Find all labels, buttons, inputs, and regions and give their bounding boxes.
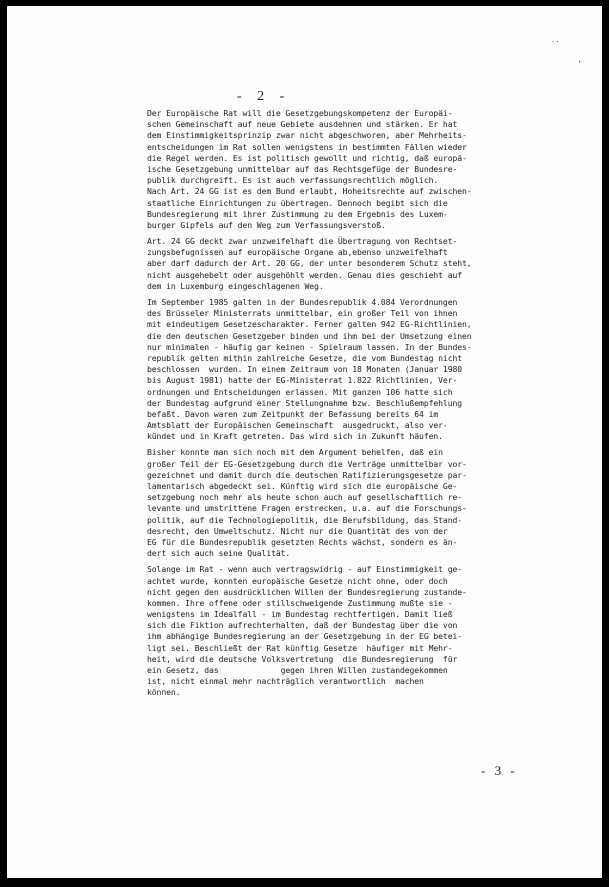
- text-line: großer Teil der EG-Gesetzgebung durch die Verträge unmittelbar vor-: [147, 458, 467, 469]
- text-line: setzgebung noch mehr als heute schon auch auf gesellschaftlich re-: [147, 492, 463, 503]
- text-line: ordnungen und Entscheidungen erlassen. Mit ganzen 106 hatte sich: [147, 386, 453, 397]
- text-line: ist, nicht einmal mehr nachträglich verantwortlich machen: [147, 676, 424, 687]
- corner-mark: ': [577, 60, 583, 70]
- paragraph: [147, 236, 527, 292]
- text-line: EG für die Bundesrepublik gesetzten Rechts wächst, sondern es än-: [147, 536, 458, 547]
- text-line: befaßt. Davon waren zum Zeitpunkt der Befassung bereits 64 im: [147, 408, 439, 419]
- text-line: dem Einstimmigkeitsprinzip zwar nicht abgeschworen, aber Mehrheits-: [147, 130, 467, 141]
- text-line: beschlossen wurden. In einem Zeitraum von 18 Monaten (Januar 1980: [147, 364, 463, 375]
- text-line: ein Gesetz, das gegen ihren Willen zustandegekommen: [147, 665, 448, 675]
- paragraph: [147, 108, 527, 231]
- document-page: [7, 6, 602, 878]
- text-line: zungsbefugnissen auf europäische Organe ab,ebenso unzweifelhaft: [147, 247, 448, 258]
- text-line: können.: [147, 687, 181, 698]
- text-line: bis August 1981) hatte der EG-Ministerrat 1.822 Richtlinien, Ver-: [147, 375, 458, 386]
- text-line: die Regel werden. Es ist politisch gewollt und richtig, daß europä-: [147, 152, 467, 163]
- text-line: schen Gemeinschaft auf neue Gebiete ausdehnen und stärken. Er hat: [147, 119, 458, 130]
- text-line: ligt sei. Beschließt der Rat künftig Gesetze häufiger mit Mehr-: [147, 642, 453, 653]
- text-line: Der Europäische Rat will die Gesetzgebungskompetenz der Europäi-: [147, 108, 453, 118]
- text-line: achtet wurde, konnten europäische Gesetze nicht ohne, oder doch: [147, 575, 448, 586]
- text-line: gezeichnet und damit durch die deutschen Ratifizierungsgesetze par-: [147, 469, 467, 480]
- text-line: entscheidungen im Rat sollen wenigstens in bestimmten Fällen wieder: [147, 141, 467, 152]
- text-line: des Brüsseler Ministerrats unmittelbar, ein großer Teil von ihnen: [147, 308, 458, 319]
- text-line: ische Gesetzgebung unmittelbar auf das Rechtsgefüge der Bundesre-: [147, 163, 458, 174]
- text-line: die den deutschen Gesetzgeber binden und ihm bei der Umsetzung einen: [147, 330, 472, 341]
- text-line: publik durchgreift. Es ist auch verfassungsrechtlich möglich.: [147, 175, 439, 186]
- text-line: burger Gipfels auf den Weg zum Verfassungsverstoß.: [147, 219, 386, 230]
- text-line: der Bundestag aufgrund einer Stellungnahme bzw. Beschlußempfehlung: [147, 397, 463, 408]
- text-line: nicht gegen den ausdrücklichen Willen der Bundesregierung zustande-: [147, 586, 467, 597]
- text-line: staatliche Einrichtungen zu übertragen. Dennoch begibt sich die: [147, 197, 448, 208]
- text-line: kündet und in Kraft getreten. Das wird sich in Zukunft häufen.: [147, 431, 443, 442]
- paragraph: [147, 297, 527, 442]
- text-line: Bisher konnte man sich noch mit dem Argument behelfen, daß ein: [147, 447, 443, 458]
- text-line: aber darf dadurch der Art. 20 GG, der unter besonderem Schutz steht,: [147, 258, 472, 269]
- text-line: wenigstens im Idealfall - im Bundestag rechtfertigen. Damit ließ: [147, 609, 453, 620]
- text-line: heit, wird die deutsche Volksvertretung die Bundesregierung für: [147, 653, 458, 664]
- text-line: ihm abhängige Bundesregierung an der Gesetzgebung in der EG betei-: [147, 631, 463, 642]
- text-line: Nach Art. 24 GG ist es dem Bund erlaubt, Hoheitsrechte auf zwischen-: [147, 186, 472, 197]
- text-line: Solange im Rat - wenn auch vertragswidrig - auf Einstimmigkeit ge-: [147, 564, 463, 575]
- text-line: levante und umstrittene Fragen erstrecken, u.a. auf die Forschungs-: [147, 503, 467, 514]
- text-line: nicht ausgehebelt oder ausgehöhlt werden. Genau dies geschieht auf: [147, 269, 463, 280]
- text-line: mit eindeutigem Gesetzescharakter. Ferner galten 942 EG-Richtlinien,: [147, 319, 472, 330]
- text-line: nur minimalen - häufig gar keinen - Spielraum lassen. In der Bundes-: [147, 341, 472, 352]
- text-line: Art. 24 GG deckt zwar unzweifelhaft die Übertragung von Rechtset-: [147, 236, 458, 247]
- text-line: Im September 1985 galten in der Bundesrepublik 4.084 Verordnungen: [147, 297, 458, 307]
- paragraph: [147, 447, 527, 559]
- text-line: sich die Fiktion aufrechterhalten, daß der Bundestag über die von: [147, 620, 458, 631]
- page-number: - 2 -: [237, 89, 291, 104]
- text-line: dem in Luxemburg eingeschlagenen Weg.: [147, 280, 324, 291]
- corner-mark: ..: [551, 36, 560, 44]
- text-line: Bundesregierung mit ihrer Zustimmung zu dem Ergebnis des Luxem-: [147, 208, 448, 219]
- text-line: desrecht, den Umweltschutz. Nicht nur die Quantität des von der: [147, 525, 448, 536]
- next-page-marker: - 3 -: [481, 763, 518, 778]
- text-line: Amtsblatt der Europäischen Gemeinschaft ausgedruckt, also ver-: [147, 420, 448, 431]
- text-line: kommen. Ihre offene oder stillschweigende Zustimmung mußte sie -: [147, 597, 453, 608]
- text-line: lamentarisch abgedeckt sei. Künftig wird sich die europäische Ge-: [147, 481, 458, 491]
- text-line: dert sich auch seine Qualität.: [147, 548, 291, 559]
- body-text: [147, 108, 527, 699]
- paragraph: [147, 564, 527, 698]
- text-line: politik, auf die Technologiepolitik, die Berufsbildung, das Stand-: [147, 514, 463, 525]
- text-line: republik gelten mithin zahlreiche Gesetze, die vom Bundestag nicht: [147, 352, 463, 363]
